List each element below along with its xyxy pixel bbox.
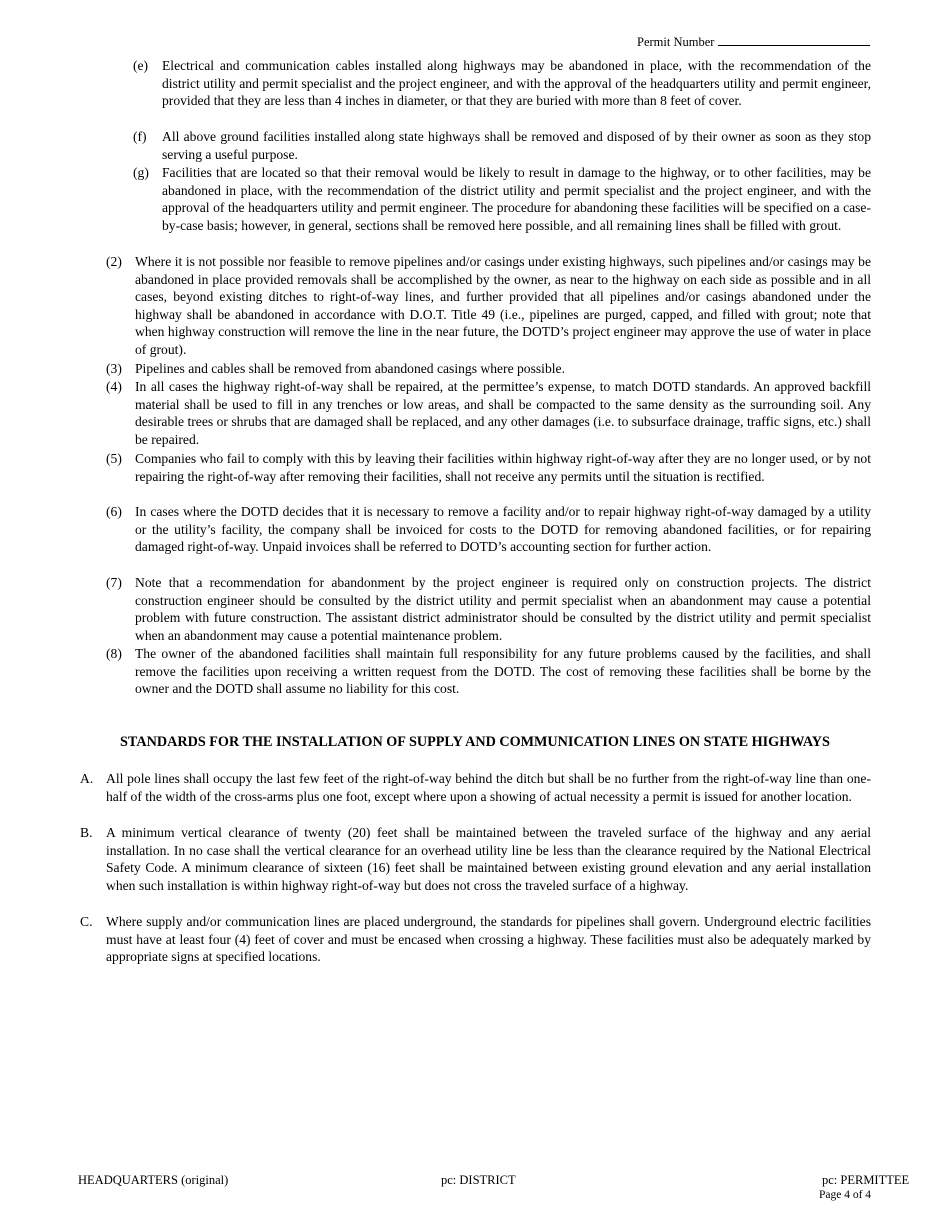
list-item-8 <box>106 645 871 698</box>
list-item-label: (e) <box>133 58 149 73</box>
list-item-text: In cases where the DOTD decides that it is necessary to remove a facility and/or to repair highway right-of-way damaged by a utility or the utility’s facility, the company shall be invoiced for costs to the DOTD for removing abandoned facilities, or for repairing damaged right-of-way. Unpaid invoices shall be referred to DOTD’s accounting section for further action. <box>135 504 871 555</box>
list-item-label: (8) <box>106 646 122 661</box>
footer-district: pc: DISTRICT <box>441 1173 516 1187</box>
list-item-text: Electrical and communication cables installed along highways may be abandoned in place, with the recommendation of the district utility and permit specialist and the project engineer, and with the approval of the headquarters utility and permit engineer, provided that they are less than 4 inches in diameter, or that they are buried with more than 8 feet of cover. <box>162 58 871 109</box>
list-item-4 <box>106 378 871 448</box>
list-item-text: Pipelines and cables shall be removed from abandoned casings where possible. <box>135 361 565 376</box>
list-item-5 <box>106 450 871 485</box>
list-item-text: A minimum vertical clearance of twenty (20) feet shall be maintained between the traveled surface of the highway and any aerial installation. In no case shall the vertical clearance for an overhead utility line be less than the clearance required by the National Electrical Safety Code. A minimum clearance of sixteen (16) feet shall be maintained between existing ground elevation and any aerial installation when such installation is within highway right-of-way but does not cross the traveled surface of a highway. <box>106 825 871 893</box>
permit-number-blank-line <box>718 33 870 46</box>
list-item-text: All above ground facilities installed along state highways shall be removed and disposed of by their owner as soon as they stop serving a useful purpose. <box>162 129 871 162</box>
list-item-f <box>133 128 871 163</box>
list-item-label: B. <box>80 825 93 840</box>
list-item-label: (g) <box>133 165 149 180</box>
list-item-text: Where supply and/or communication lines are placed underground, the standards for pipelines shall govern. Underground electric facilities must have at least four (4) feet of cover and must be encased when crossing a highway. These facilities must also be adequately marked by appropriate signs at specified locations. <box>106 914 871 965</box>
list-item-g <box>133 164 871 234</box>
list-item-2 <box>106 253 871 359</box>
list-item-text: All pole lines shall occupy the last few feet of the right-of-way behind the ditch but shall be no further from the right-of-way line than one-half of the width of the cross-arms plus one foot, except where upon a showing of actual necessity a permit is issued for another location. <box>106 771 871 804</box>
list-item-6 <box>106 503 871 556</box>
standard-item-c <box>80 913 871 966</box>
list-item-label: (6) <box>106 504 122 519</box>
standard-item-b <box>80 824 871 894</box>
list-item-e <box>133 57 871 110</box>
list-item-3 <box>106 360 871 378</box>
section-heading: STANDARDS FOR THE INSTALLATION OF SUPPLY AND COMMUNICATION LINES ON STATE HIGHWAYS <box>120 734 830 750</box>
list-item-label: (5) <box>106 451 122 466</box>
list-item-label: C. <box>80 914 93 929</box>
list-item-label: (4) <box>106 379 122 394</box>
list-item-text: In all cases the highway right-of-way shall be repaired, at the permittee’s expense, to match DOTD standards. An approved backfill material shall be used to fill in any trenches or low areas, and shall be compacted to the same density as the surrounding soil. Any desirable trees or shrubs that are damaged shall be replaced, and any other damages (i.e. to subsurface drainage, traffic signs, etc.) shall be repaired. <box>135 379 871 447</box>
permit-number-field <box>637 33 870 52</box>
footer-headquarters: HEADQUARTERS (original) <box>78 1173 229 1187</box>
list-item-7 <box>106 574 871 644</box>
list-item-text: The owner of the abandoned facilities shall maintain full responsibility for any future problems caused by the facilities, and shall remove the facilities upon receiving a written request from the DOTD. The cost of removing these facilities shall be borne by the owner and the DOTD shall assume no liability for this cost. <box>135 646 871 697</box>
list-item-text: Where it is not possible nor feasible to remove pipelines and/or casings under existing highways, such pipelines and/or casings may be abandoned in place provided removals shall be accomplished by the owner, as near to the highway on each side as possible and in all cases, beyond existing ditches to right-of-way lines, and further provided that all pipelines and/or casings abandoned under the highway shall be abandoned in accordance with D.O.T. Title 49 (i.e., pipelines are purged, capped, and filled with grout; note that when highway construction will remove the line in the near future, the DOTD’s project engineer may approve the use of water in place of grout). <box>135 254 871 357</box>
standard-item-a <box>80 770 871 805</box>
page-number: Page 4 of 4 <box>819 1189 872 1201</box>
list-item-label: A. <box>80 771 94 786</box>
list-item-label: (3) <box>106 361 122 376</box>
permit-number-label: Permit Number <box>637 35 715 49</box>
list-item-label: (f) <box>133 129 147 144</box>
footer-permittee: pc: PERMITTEE <box>822 1173 910 1187</box>
list-item-text: Facilities that are located so that their removal would be likely to result in damage to the highway, or to other facilities, may be abandoned in place, with the recommendation of the district utility and permit specialist and the project engineer, and with the approval of the headquarters utility and permit engineer. The procedure for abandoning these facilities will be specified on a case-by-case basis; however, in general, sections shall be removed here possible, and all remaining lines shall be filled with grout. <box>162 165 871 233</box>
list-item-text: Companies who fail to comply with this by leaving their facilities within highway right-of-way after they are no longer used, or by not repairing the right-of-way after removing their facilities, shall not receive any permits until the situation is rectified. <box>135 451 871 484</box>
list-item-label: (2) <box>106 254 122 269</box>
list-item-label: (7) <box>106 575 122 590</box>
list-item-text: Note that a recommendation for abandonment by the project engineer is required only on construction projects. The district construction engineer should be consulted by the district utility and permit specialist when an abandonment may cause a potential problem with future construction. The assistant district administrator should be consulted by the district utility and permit specialist when an abandonment may cause a potential maintenance problem. <box>135 575 871 643</box>
